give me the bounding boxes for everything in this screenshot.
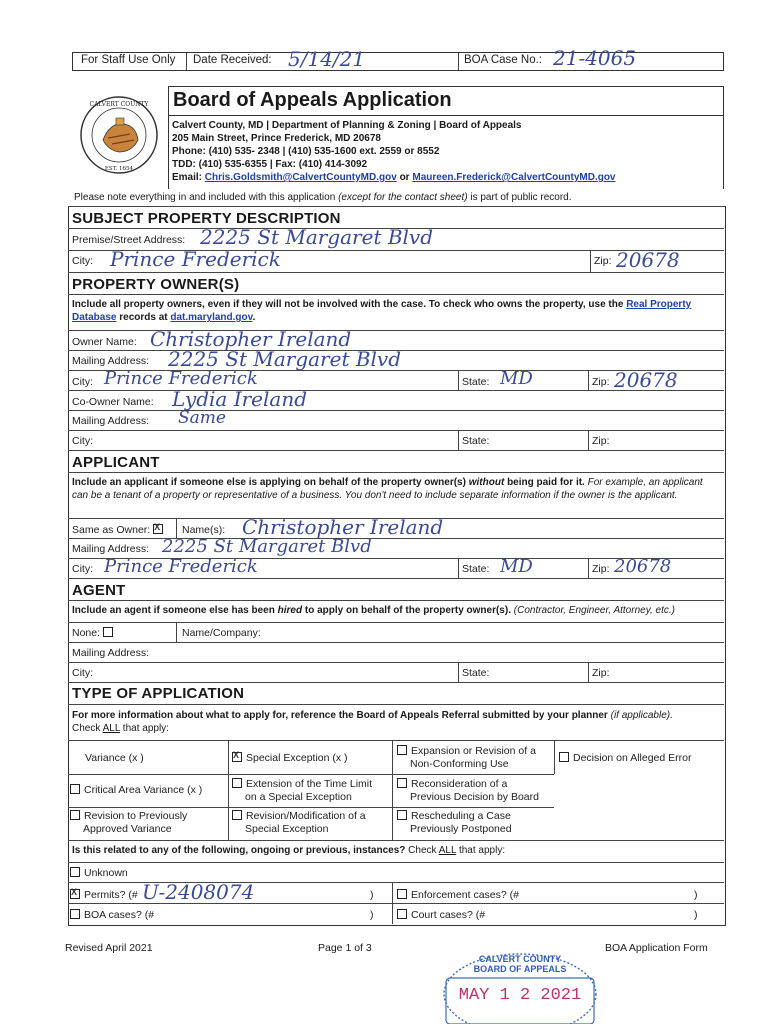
option-rescheduling[interactable]: Rescheduling a Case Previously Postponed: [397, 810, 512, 836]
title-block: [168, 86, 724, 189]
related-unknown[interactable]: Unknown: [70, 867, 128, 879]
permits-number-value[interactable]: U-2408074: [142, 880, 255, 904]
permits-checkbox[interactable]: [70, 889, 80, 899]
subject-zip-value[interactable]: 20678: [616, 248, 680, 272]
subject-zip-label: Zip:: [594, 255, 612, 267]
street-address-value[interactable]: 2225 St Margaret Blvd: [200, 225, 434, 249]
staff-header-box: [72, 46, 724, 71]
form-title: Board of Appeals Application: [173, 89, 452, 111]
agent-none-checkbox[interactable]: [103, 627, 113, 637]
stamp-line-1: CALVERT COUNTY: [478, 954, 562, 964]
applicant-state-label: State:: [462, 563, 490, 575]
contact-line-3: Phone: (410) 535- 2348 | (410) 535-1600 ext. 2559 or 8552: [172, 146, 440, 157]
stamp-line-2: BOARD OF APPEALS: [473, 964, 567, 974]
coowner-state-label: State:: [462, 435, 490, 447]
decision-checkbox[interactable]: [559, 752, 569, 762]
agent-name-label: Name/Company:: [182, 627, 261, 639]
footer-revised: Revised April 2021: [65, 942, 153, 954]
related-question: Is this related to any of the following, ongoing or previous, instances? Check ALL that apply:: [72, 845, 506, 856]
applicant-names-value[interactable]: Christopher Ireland: [242, 515, 444, 539]
owner-mailing-label: Mailing Address:: [72, 355, 150, 367]
extension-checkbox[interactable]: [232, 778, 242, 788]
same-as-owner-checkbox[interactable]: [153, 524, 163, 534]
svg-text:EST. 1654: EST. 1654: [104, 166, 134, 172]
applicant-city-value[interactable]: Prince Frederick: [104, 556, 258, 577]
related-court-cases[interactable]: Court cases? (#: [397, 909, 485, 921]
dat-maryland-link[interactable]: dat.maryland.gov: [170, 312, 253, 323]
owner-mailing-value[interactable]: 2225 St Margaret Blvd: [168, 347, 402, 371]
revision-variance-checkbox[interactable]: [70, 810, 80, 820]
real-property-database-link[interactable]: Real Property Database: [72, 299, 692, 323]
coowner-mailing-value[interactable]: Same: [178, 408, 226, 428]
subject-city-value[interactable]: Prince Frederick: [110, 247, 281, 271]
calvert-county-seal: [78, 94, 160, 176]
applicant-mailing-label: Mailing Address:: [72, 543, 150, 555]
agent-mailing-label: Mailing Address:: [72, 647, 150, 659]
related-boa-cases[interactable]: BOA cases? (#: [70, 909, 154, 921]
unknown-checkbox[interactable]: [70, 867, 80, 877]
option-decision-alleged-error[interactable]: Decision on Alleged Error: [559, 752, 691, 764]
contact-email-line: Email: Chris.Goldsmith@CalvertCountyMD.gov or Maureen.Frederick@CalvertCountyMD.gov: [172, 172, 616, 183]
email-link-frederick[interactable]: Maureen.Frederick@CalvertCountyMD.gov: [412, 172, 616, 183]
public-record-note: Please note everything in and included with this application (except for the contact sheet) is part of public record.: [74, 192, 572, 203]
owner-name-value[interactable]: Christopher Ireland: [150, 327, 352, 351]
option-reconsideration[interactable]: Reconsideration of a Previous Decision by Board: [397, 778, 539, 804]
subject-property-heading: SUBJECT PROPERTY DESCRIPTION: [72, 210, 341, 227]
agent-none-label: None:: [72, 627, 117, 639]
revmod-checkbox[interactable]: [232, 810, 242, 820]
coowner-name-label: Co-Owner Name:: [72, 396, 154, 408]
court-cases-checkbox[interactable]: [397, 909, 407, 919]
enforcement-close-paren: ): [694, 889, 698, 901]
owner-zip-value[interactable]: 20678: [614, 368, 678, 392]
coowner-city-label: City:: [72, 435, 93, 447]
boa-case-value[interactable]: 21-4065: [553, 46, 637, 70]
type-note: For more information about what to apply for, reference the Board of Appeals Referral submitted by your planner (if applicable). Check ALL that apply:: [72, 710, 673, 734]
permits-close-paren: ): [370, 889, 374, 901]
boa-close-paren: ): [370, 909, 374, 921]
subject-city-label: City:: [72, 255, 93, 267]
critical-area-checkbox[interactable]: [70, 784, 80, 794]
owner-state-value[interactable]: MD: [500, 368, 533, 389]
received-stamp: [440, 950, 600, 1024]
footer-form-name: BOA Application Form: [605, 942, 708, 954]
contact-line-1: Calvert County, MD | Department of Planning & Zoning | Board of Appeals: [172, 120, 522, 131]
expansion-checkbox[interactable]: [397, 745, 407, 755]
related-permits[interactable]: XPermits? (#: [70, 889, 138, 901]
staff-use-label: For Staff Use Only: [81, 54, 176, 66]
applicant-mailing-value[interactable]: 2225 St Margaret Blvd: [162, 536, 372, 557]
contact-line-2: 205 Main Street, Prince Frederick, MD 20678: [172, 133, 381, 144]
option-revision-variance[interactable]: Revision to Previously Approved Variance: [70, 810, 187, 836]
date-received-value[interactable]: 5/14/21: [288, 47, 366, 71]
applicant-city-label: City:: [72, 563, 93, 575]
coowner-zip-label: Zip:: [592, 435, 610, 447]
owner-state-label: State:: [462, 376, 490, 388]
reconsideration-checkbox[interactable]: [397, 778, 407, 788]
email-link-goldsmith[interactable]: Chris.Goldsmith@CalvertCountyMD.gov: [204, 172, 397, 183]
enforcement-checkbox[interactable]: [397, 889, 407, 899]
option-variance[interactable]: Variance (x ): [85, 752, 144, 764]
coowner-name-value[interactable]: Lydia Ireland: [172, 387, 308, 411]
agent-note: Include an agent if someone else has been hired to apply on behalf of the property owner(s). (Contractor, Engineer, Attorney, etc.): [72, 605, 675, 616]
agent-heading: AGENT: [72, 582, 126, 599]
applicant-names-label: Name(s):: [182, 524, 226, 536]
applicant-heading: APPLICANT: [72, 454, 160, 471]
applicant-state-value[interactable]: MD: [500, 556, 533, 577]
owner-city-value[interactable]: Prince Frederick: [104, 368, 258, 389]
owner-city-label: City:: [72, 376, 93, 388]
boa-case-label: BOA Case No.:: [464, 54, 542, 66]
option-extension[interactable]: Extension of the Time Limit on a Special Exception: [232, 778, 372, 804]
option-expansion[interactable]: Expansion or Revision of a Non-Conforming Use: [397, 745, 536, 771]
owner-name-label: Owner Name:: [72, 336, 137, 348]
contact-line-4: TDD: (410) 535-6355 | Fax: (410) 414-3092: [172, 159, 368, 170]
applicant-note: Include an applicant if someone else is applying on behalf of the property owner(s) without being paid for it. For example, an applicant can be a tenant of a property or representative of a business. You don't need to include separate information if the owner is the applicant.: [72, 477, 703, 501]
same-as-owner-label: Same as Owner: X: [72, 524, 167, 536]
related-enforcement[interactable]: Enforcement cases? (#: [397, 889, 519, 901]
applicant-zip-label: Zip:: [592, 563, 610, 575]
type-of-application-heading: TYPE OF APPLICATION: [72, 685, 245, 702]
coowner-mailing-label: Mailing Address:: [72, 415, 150, 427]
agent-city-label: City:: [72, 667, 93, 679]
agent-state-label: State:: [462, 667, 490, 679]
owner-zip-label: Zip:: [592, 376, 610, 388]
special-exception-checkbox[interactable]: [232, 752, 242, 762]
svg-text:CALVERT COUNTY: CALVERT COUNTY: [89, 101, 149, 108]
footer-page-number: Page 1 of 3: [318, 942, 372, 954]
option-critical-area[interactable]: Critical Area Variance (x ): [70, 784, 202, 796]
stamp-date: MAY 1 2 2021: [458, 986, 582, 1005]
court-close-paren: ): [694, 909, 698, 921]
owners-note: Include all property owners, even if they will not be involved with the case. To check who owns the property, use the Real Property Database records at dat.maryland.gov.: [72, 299, 692, 323]
agent-zip-label: Zip:: [592, 667, 610, 679]
property-owners-heading: PROPERTY OWNER(S): [72, 276, 240, 293]
option-revision-special-exception[interactable]: Revision/Modification of a Special Exception: [232, 810, 366, 836]
date-received-label: Date Received:: [193, 54, 272, 66]
street-address-label: Premise/Street Address:: [72, 234, 186, 246]
option-special-exception[interactable]: X Special Exception (x ): [232, 752, 348, 764]
rescheduling-checkbox[interactable]: [397, 810, 407, 820]
boa-cases-checkbox[interactable]: [70, 909, 80, 919]
applicant-zip-value[interactable]: 20678: [614, 556, 672, 577]
